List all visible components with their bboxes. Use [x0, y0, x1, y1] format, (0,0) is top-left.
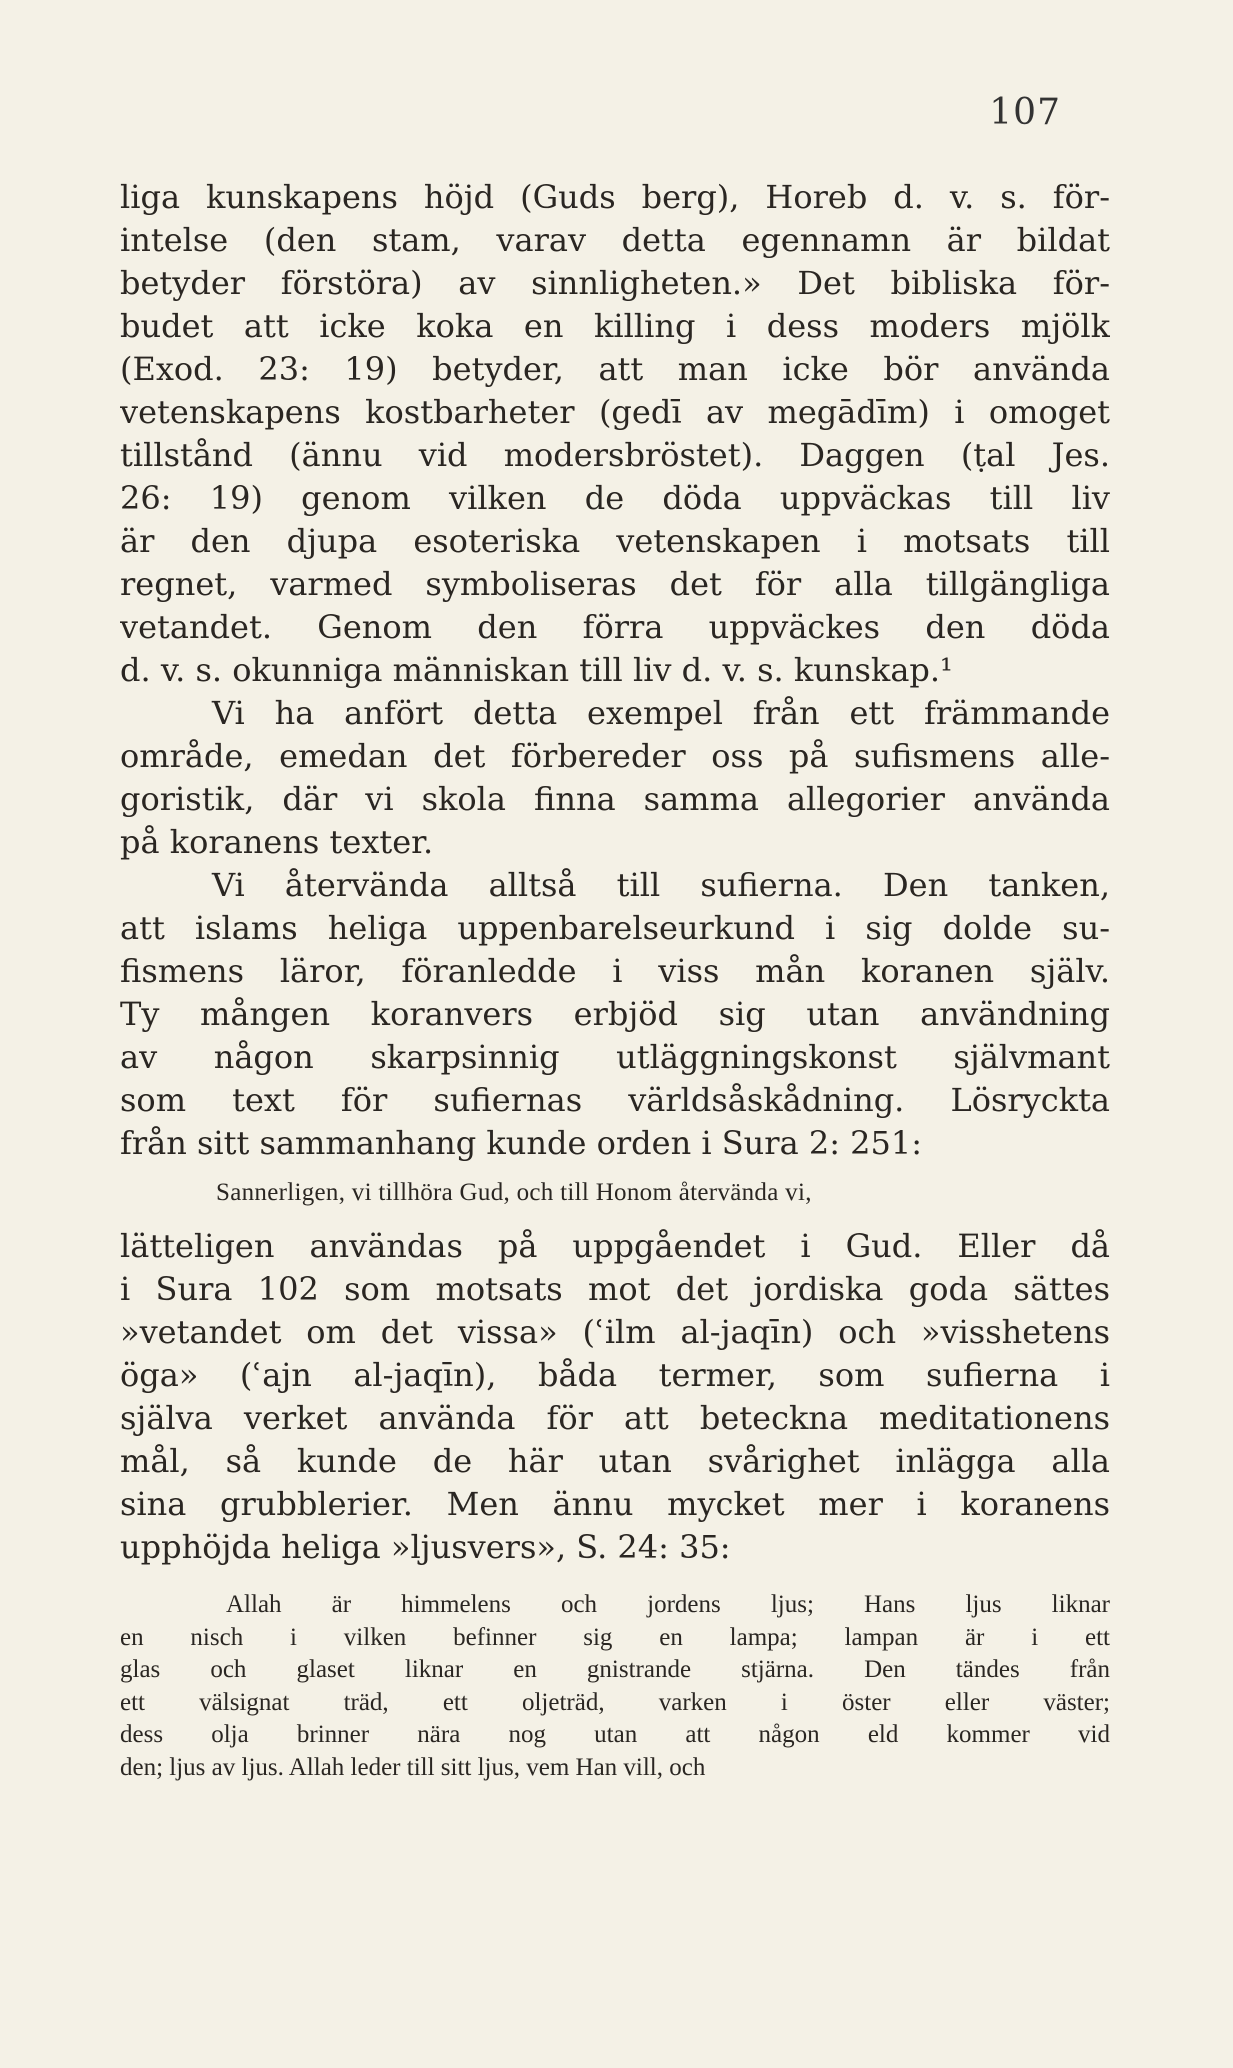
- text-line: »vetandet om det vissa» (ʿilm al-jaqīn) och »visshetens: [120, 1313, 1110, 1351]
- text-line: vetandet. Genom den förra uppväckes den döda: [120, 608, 1110, 646]
- paragraph-4: [120, 1225, 1110, 1569]
- text-line: på koranens texter.: [120, 823, 434, 861]
- quote-line: glas och glaset liknar en gnistrande stjärna. Den tändes från: [120, 1656, 1110, 1683]
- text-line: budet att icke koka en killing i dess moders mjölk: [120, 307, 1110, 345]
- text-line: betyder förstöra) av sinnligheten.» Det bibliska för-: [120, 264, 1110, 302]
- text-line: mål, så kunde de här utan svårighet inlägga alla: [120, 1442, 1110, 1480]
- quote-line: Allah är himmelens och jordens ljus; Hans ljus liknar: [226, 1591, 1110, 1618]
- text-line: öga» (ʿajn al-jaqīn), båda termer, som sufierna i: [120, 1356, 1110, 1394]
- text-line: goristik, där vi skola finna samma allegorier använda: [120, 780, 1110, 818]
- text-line: av någon skarpsinnig utläggningskonst självmant: [120, 1038, 1110, 1076]
- paragraph-2: [120, 692, 1110, 864]
- text-line: från sitt sammanhang kunde orden i Sura 2: 251:: [120, 1124, 922, 1162]
- text-line: område, emedan det förbereder oss på sufismens alle-: [120, 737, 1110, 775]
- quote-line: en nisch i vilken befinner sig en lampa; lampan är i ett: [120, 1623, 1110, 1651]
- page-number: 107: [989, 92, 1061, 133]
- paragraph-1: [120, 176, 1110, 692]
- quote-line: dess olja brinner nära nog utan att någon eld kommer vid: [120, 1721, 1110, 1748]
- text-line: själva verket använda för att beteckna meditationens: [120, 1399, 1110, 1437]
- quote-line: ett välsignat träd, ett oljeträd, varken i öster eller väster;: [120, 1688, 1110, 1716]
- text-line: Vi ha anfört detta exempel från ett främmande: [212, 694, 1110, 732]
- text-line: regnet, varmed symboliseras det för alla tillgängliga: [120, 565, 1110, 603]
- text-line: som text för sufiernas världsåskådning. Lösryckta: [120, 1081, 1110, 1119]
- text-line: är den djupa esoteriska vetenskapen i motsats till: [120, 522, 1110, 560]
- quote-light-verse: [120, 1589, 1110, 1784]
- text-line: (Exod. 23: 19) betyder, att man icke bör använda: [120, 350, 1110, 388]
- text-line: d. v. s. okunniga människan till liv d. v. s. kunskap.¹: [120, 651, 953, 689]
- text-line: Vi återvända alltså till sufierna. Den tanken,: [212, 866, 1110, 904]
- text-line: Ty mången koranvers erbjöd sig utan användning: [120, 995, 1110, 1033]
- text-line: fismens läror, föranledde i viss mån koranen själv.: [120, 952, 1110, 990]
- text-line: sina grubblerier. Men ännu mycket mer i koranens: [120, 1485, 1110, 1523]
- text-line: lätteligen användas på uppgåendet i Gud. Eller då: [120, 1227, 1110, 1265]
- quote-line: den; ljus av ljus. Allah leder till sitt ljus, vem Han vill, och: [120, 1753, 706, 1781]
- text-line: tillstånd (ännu vid modersbröstet). Daggen (ṭal Jes.: [120, 436, 1110, 474]
- text-line: i Sura 102 som motsats mot det jordiska goda sättes: [120, 1270, 1110, 1308]
- text-line: att islams heliga uppenbarelseurkund i sig dolde su-: [120, 909, 1110, 947]
- main-text: [120, 176, 1110, 1784]
- text-line: 26: 19) genom vilken de döda uppväckas till liv: [120, 479, 1110, 517]
- text-line: upphöjda heliga »ljusvers», S. 24: 35:: [120, 1528, 731, 1566]
- paragraph-3: [120, 864, 1110, 1165]
- text-line: intelse (den stam, varav detta egennamn är bildat: [120, 221, 1110, 259]
- quote-sura-2: Sannerligen, vi tillhöra Gud, och till Honom återvända vi,: [216, 1179, 812, 1206]
- text-line: liga kunskapens höjd (Guds berg), Horeb d. v. s. för-: [120, 178, 1110, 216]
- text-line: vetenskapens kostbarheter (gedī av megādīm) i omoget: [120, 393, 1110, 431]
